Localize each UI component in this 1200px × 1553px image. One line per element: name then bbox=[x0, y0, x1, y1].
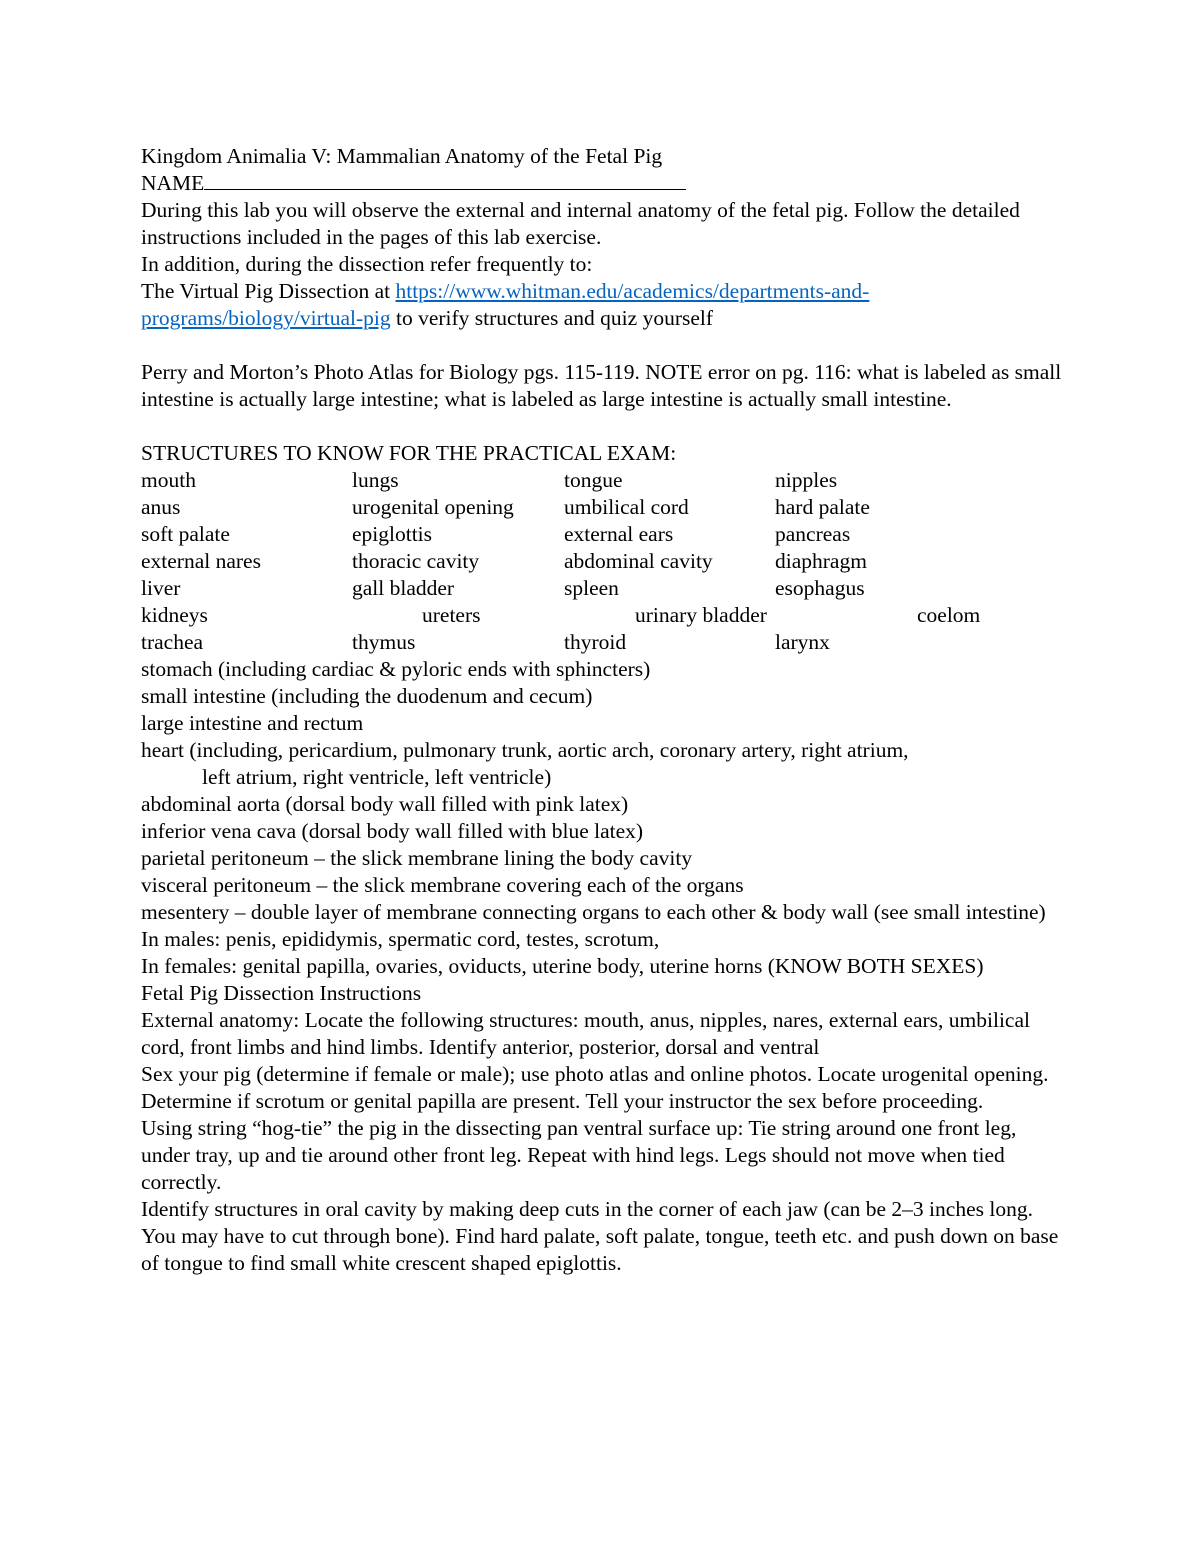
structure-item: abdominal cavity bbox=[564, 549, 713, 573]
structure-item: thyroid bbox=[564, 630, 627, 654]
instructions-heading: Fetal Pig Dissection Instructions bbox=[141, 981, 422, 1005]
structure-item: coelom bbox=[917, 603, 981, 627]
virtual-pig-link-part2[interactable]: programs/biology/virtual-pig bbox=[141, 306, 391, 330]
refer-line: In addition, during the dissection refer frequently to: bbox=[141, 252, 593, 276]
structure-item: kidneys bbox=[141, 603, 208, 627]
structure-row bbox=[141, 521, 1066, 548]
structure-line: large intestine and rectum bbox=[141, 711, 364, 735]
name-label: NAME bbox=[141, 171, 205, 195]
virtual-suffix: to verify structures and quiz yourself bbox=[390, 306, 714, 330]
structure-line: inferior vena cava (dorsal body wall filled with blue latex) bbox=[141, 819, 644, 843]
document-body bbox=[141, 143, 1066, 1277]
virtual-pig-link-part1[interactable]: https://www.whitman.edu/academics/departments-and- bbox=[395, 279, 870, 303]
page-title: Kingdom Animalia V: Mammalian Anatomy of the Fetal Pig bbox=[141, 144, 663, 168]
name-line bbox=[141, 170, 1066, 197]
structure-item: thymus bbox=[352, 630, 416, 654]
structure-row bbox=[141, 602, 1066, 629]
structure-item: urogenital opening bbox=[352, 495, 514, 519]
structure-item: external nares bbox=[141, 549, 261, 573]
structure-item: soft palate bbox=[141, 522, 230, 546]
name-blank[interactable] bbox=[204, 171, 686, 190]
structure-item: umbilical cord bbox=[564, 495, 689, 519]
structure-row bbox=[141, 629, 1066, 656]
structure-item: mouth bbox=[141, 468, 196, 492]
structure-line: heart (including, pericardium, pulmonary trunk, aortic arch, coronary artery, right atrium, bbox=[141, 738, 909, 762]
virtual-pig-line-2 bbox=[141, 305, 1066, 332]
structure-item: pancreas bbox=[775, 522, 851, 546]
structure-line: parietal peritoneum – the slick membrane lining the body cavity bbox=[141, 846, 693, 870]
structure-item: esophagus bbox=[775, 576, 865, 600]
structure-item: larynx bbox=[775, 630, 830, 654]
instruction-paragraph: Using string “hog-tie” the pig in the dissecting pan ventral surface up: Tie string around one front leg, under tray, up and tie around other front leg. Repeat with hind legs. Legs should not move when tied correctly. bbox=[141, 1116, 1017, 1194]
instruction-paragraph: External anatomy: Locate the following structures: mouth, anus, nipples, nares, external ears, umbilical cord, front limbs and hind limbs. Identify anterior, posterior, dorsal and ventral bbox=[141, 1008, 1030, 1059]
structure-item: epiglottis bbox=[352, 522, 433, 546]
instruction-paragraph: Identify structures in oral cavity by making deep cuts in the corner of each jaw (can be 2–3 inches long. You may have to cut through bone). Find hard palate, soft palate, tongue, teeth etc. and push down on base of tongue to find small white crescent shaped epiglottis. bbox=[141, 1197, 1059, 1275]
structure-item: nipples bbox=[775, 468, 838, 492]
structure-item: urinary bladder bbox=[635, 603, 767, 627]
intro-paragraph: During this lab you will observe the external and internal anatomy of the fetal pig. Follow the detailed instructions included in the pages of this lab exercise. bbox=[141, 198, 1020, 249]
mesentery-line: mesentery – double layer of membrane connecting organs to each other & body wall (see small intestine) bbox=[141, 900, 1046, 924]
structure-line: abdominal aorta (dorsal body wall filled with pink latex) bbox=[141, 792, 629, 816]
structure-row bbox=[141, 494, 1066, 521]
instruction-paragraph: Sex your pig (determine if female or male); use photo atlas and online photos. Locate urogenital opening. Determine if scrotum or genital papilla are present. Tell your instructor the sex before proceeding. bbox=[141, 1062, 1049, 1113]
structure-item: gall bladder bbox=[352, 576, 455, 600]
atlas-note: Perry and Morton’s Photo Atlas for Biology pgs. 115-119. NOTE error on pg. 116: what is labeled as small intestine is actually large intestine; what is labeled as large intestine is actually small intestine. bbox=[141, 360, 1062, 411]
structure-line: small intestine (including the duodenum and cecum) bbox=[141, 684, 593, 708]
structure-item: trachea bbox=[141, 630, 204, 654]
structure-row bbox=[141, 548, 1066, 575]
structure-item: anus bbox=[141, 495, 181, 519]
virtual-pig-line bbox=[141, 278, 1066, 305]
spacer bbox=[141, 413, 1066, 440]
structure-row bbox=[141, 467, 1066, 494]
structure-item: hard palate bbox=[775, 495, 870, 519]
structure-item: lungs bbox=[352, 468, 399, 492]
structure-line-continued: left atrium, right ventricle, left ventricle) bbox=[202, 765, 552, 789]
structure-item: external ears bbox=[564, 522, 674, 546]
structure-line: visceral peritoneum – the slick membrane covering each of the organs bbox=[141, 873, 744, 897]
structure-item: spleen bbox=[564, 576, 619, 600]
structure-item: ureters bbox=[422, 603, 481, 627]
structure-row bbox=[141, 575, 1066, 602]
structures-heading: STRUCTURES TO KNOW FOR THE PRACTICAL EXAM: bbox=[141, 441, 677, 465]
structures-grid bbox=[141, 467, 1066, 656]
females-line: In females: genital papilla, ovaries, oviducts, uterine body, uterine horns (KNOW BOTH SEXES) bbox=[141, 954, 984, 978]
structure-item: liver bbox=[141, 576, 181, 600]
spacer bbox=[141, 332, 1066, 359]
structure-line: stomach (including cardiac & pyloric ends with sphincters) bbox=[141, 657, 651, 681]
structure-item: diaphragm bbox=[775, 549, 867, 573]
males-line: In males: penis, epididymis, spermatic cord, testes, scrotum, bbox=[141, 927, 660, 951]
structure-item: tongue bbox=[564, 468, 623, 492]
structure-item: thoracic cavity bbox=[352, 549, 480, 573]
virtual-prefix: The Virtual Pig Dissection at bbox=[141, 279, 396, 303]
